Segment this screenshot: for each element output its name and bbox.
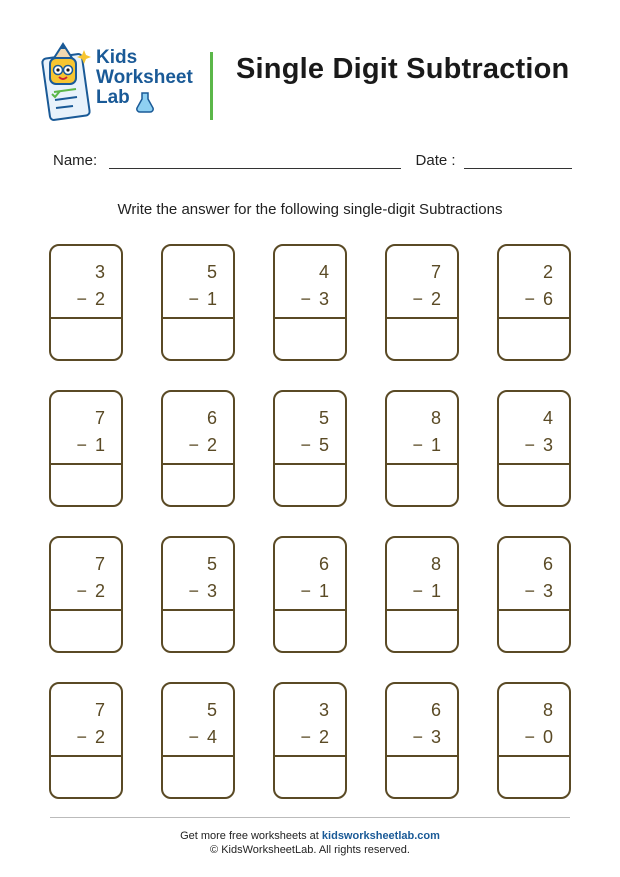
brand-line-lab: Lab [96,87,130,108]
problem-question [499,392,569,465]
brand-line-kids: Kids [96,47,138,68]
problem-card [49,536,123,653]
subtrahend: 3 [542,581,553,601]
subtrahend-line [524,435,553,456]
answer-box[interactable] [51,465,121,505]
subtrahend: 3 [318,289,329,309]
minuend: 6 [206,408,217,428]
subtrahend-line [524,581,553,602]
minus-sign: − [188,727,199,747]
worksheet-header [0,0,620,140]
minus-sign: − [524,727,535,747]
minus-sign: − [300,727,311,747]
subtrahend: 2 [318,727,329,747]
subtrahend: 1 [206,289,217,309]
problem-question [499,246,569,319]
problem-question [51,538,121,611]
minus-sign: − [188,435,199,455]
minus-sign: − [188,581,199,601]
minuend: 6 [318,554,329,574]
minuend: 2 [542,262,553,282]
name-field[interactable] [109,152,401,169]
minuend: 5 [206,262,217,282]
problem-card [497,390,571,507]
problem-question [275,684,345,757]
answer-box[interactable] [163,757,233,797]
answer-box[interactable] [275,757,345,797]
minuend: 7 [94,700,105,720]
date-field[interactable] [464,152,572,169]
answer-box[interactable] [275,611,345,651]
subtrahend: 1 [318,581,329,601]
minus-sign: − [188,289,199,309]
minuend: 3 [318,700,329,720]
subtrahend-line [188,435,217,456]
problem-question [275,246,345,319]
subtrahend-line [76,727,105,748]
subtrahend-line [412,435,441,456]
minuend: 8 [430,408,441,428]
minus-sign: − [524,435,535,455]
minus-sign: − [412,727,423,747]
minus-sign: − [412,289,423,309]
minuend: 5 [318,408,329,428]
minus-sign: − [76,727,87,747]
instructions: Write the answer for the following single-digit Subtractions [117,201,503,218]
subtrahend: 2 [94,289,105,309]
minuend: 7 [94,554,105,574]
minuend: 7 [94,408,105,428]
problem-question [499,684,569,757]
subtrahend: 2 [94,727,105,747]
answer-box[interactable] [275,319,345,359]
problem-card [49,244,123,361]
problem-question [51,392,121,465]
problem-question [387,684,457,757]
subtrahend-line [76,435,105,456]
minus-sign: − [524,289,535,309]
footer-copyright: © KidsWorksheetLab. All rights reserved. [210,844,410,856]
subtrahend: 1 [430,581,441,601]
problem-question [163,392,233,465]
answer-box[interactable] [163,611,233,651]
subtrahend-line [300,581,329,602]
problem-card [497,244,571,361]
minuend: 6 [542,554,553,574]
problem-card [273,536,347,653]
minus-sign: − [76,581,87,601]
page-title: Single Digit Subtraction [236,53,570,85]
problem-card [273,244,347,361]
problem-card [273,682,347,799]
answer-box[interactable] [387,319,457,359]
minus-sign: − [76,289,87,309]
problem-question [163,538,233,611]
problem-question [499,538,569,611]
subtrahend-line [188,581,217,602]
footer-prefix: Get more free worksheets at [180,830,319,842]
problem-question [275,538,345,611]
problem-card [273,390,347,507]
subtrahend: 2 [94,581,105,601]
subtrahend: 3 [206,581,217,601]
subtrahend-line [412,289,441,310]
subtrahend-line [188,727,217,748]
subtrahend: 6 [542,289,553,309]
subtrahend: 3 [430,727,441,747]
problem-card [161,244,235,361]
subtrahend-line [412,727,441,748]
minuend: 7 [430,262,441,282]
problem-card [49,682,123,799]
problem-question [163,684,233,757]
minuend: 5 [206,554,217,574]
problem-card [385,244,459,361]
footer-site-link[interactable]: kidsworksheetlab.com [321,830,440,842]
answer-box[interactable] [51,757,121,797]
problem-card [385,536,459,653]
problem-card [385,390,459,507]
minuend: 8 [430,554,441,574]
subtrahend: 1 [430,435,441,455]
problem-question [387,538,457,611]
brand-name [96,48,193,108]
minus-sign: − [412,581,423,601]
subtrahend: 2 [430,289,441,309]
answer-box[interactable] [499,757,569,797]
subtrahend: 5 [318,435,329,455]
problem-card [161,536,235,653]
minuend: 6 [430,700,441,720]
brand-line-worksheet: Worksheet [96,67,193,88]
answer-box[interactable] [275,465,345,505]
subtrahend-line [76,289,105,310]
answer-box[interactable] [499,465,569,505]
subtrahend-line [300,435,329,456]
date-label: Date : [415,152,456,169]
problem-card [161,390,235,507]
minuend: 8 [542,700,553,720]
minuend: 4 [542,408,553,428]
footer-divider [50,817,570,818]
subtrahend: 0 [542,727,553,747]
subtrahend-line [300,727,329,748]
answer-box[interactable] [51,319,121,359]
problem-card [497,682,571,799]
subtrahend: 2 [206,435,217,455]
subtrahend: 4 [206,727,217,747]
subtrahend-line [76,581,105,602]
footer [0,829,620,857]
answer-box[interactable] [499,319,569,359]
minus-sign: − [300,289,311,309]
name-label: Name: [53,152,98,169]
answer-box[interactable] [387,465,457,505]
minus-sign: − [300,435,311,455]
problem-question [275,392,345,465]
answer-box[interactable] [51,611,121,651]
problem-question [387,392,457,465]
answer-box[interactable] [387,757,457,797]
subtrahend-line [188,289,217,310]
problem-card [49,390,123,507]
minus-sign: − [524,581,535,601]
problem-card [161,682,235,799]
minuend: 3 [94,262,105,282]
minus-sign: − [300,581,311,601]
problem-question [387,246,457,319]
problem-question [163,246,233,319]
answer-box[interactable] [163,465,233,505]
subtrahend: 3 [542,435,553,455]
minuend: 5 [206,700,217,720]
footer-line-1 [0,829,620,843]
header-divider [210,52,213,120]
answer-box[interactable] [163,319,233,359]
subtrahend-line [300,289,329,310]
subtrahend-line [524,289,553,310]
answer-box[interactable] [499,611,569,651]
problem-card [497,536,571,653]
subtrahend-line [412,581,441,602]
problem-question [51,246,121,319]
problem-question [51,684,121,757]
minus-sign: − [76,435,87,455]
minuend: 4 [318,262,329,282]
subtrahend: 1 [94,435,105,455]
problem-card [385,682,459,799]
minus-sign: − [412,435,423,455]
name-date-row [53,152,572,169]
answer-box[interactable] [387,611,457,651]
subtrahend-line [524,727,553,748]
